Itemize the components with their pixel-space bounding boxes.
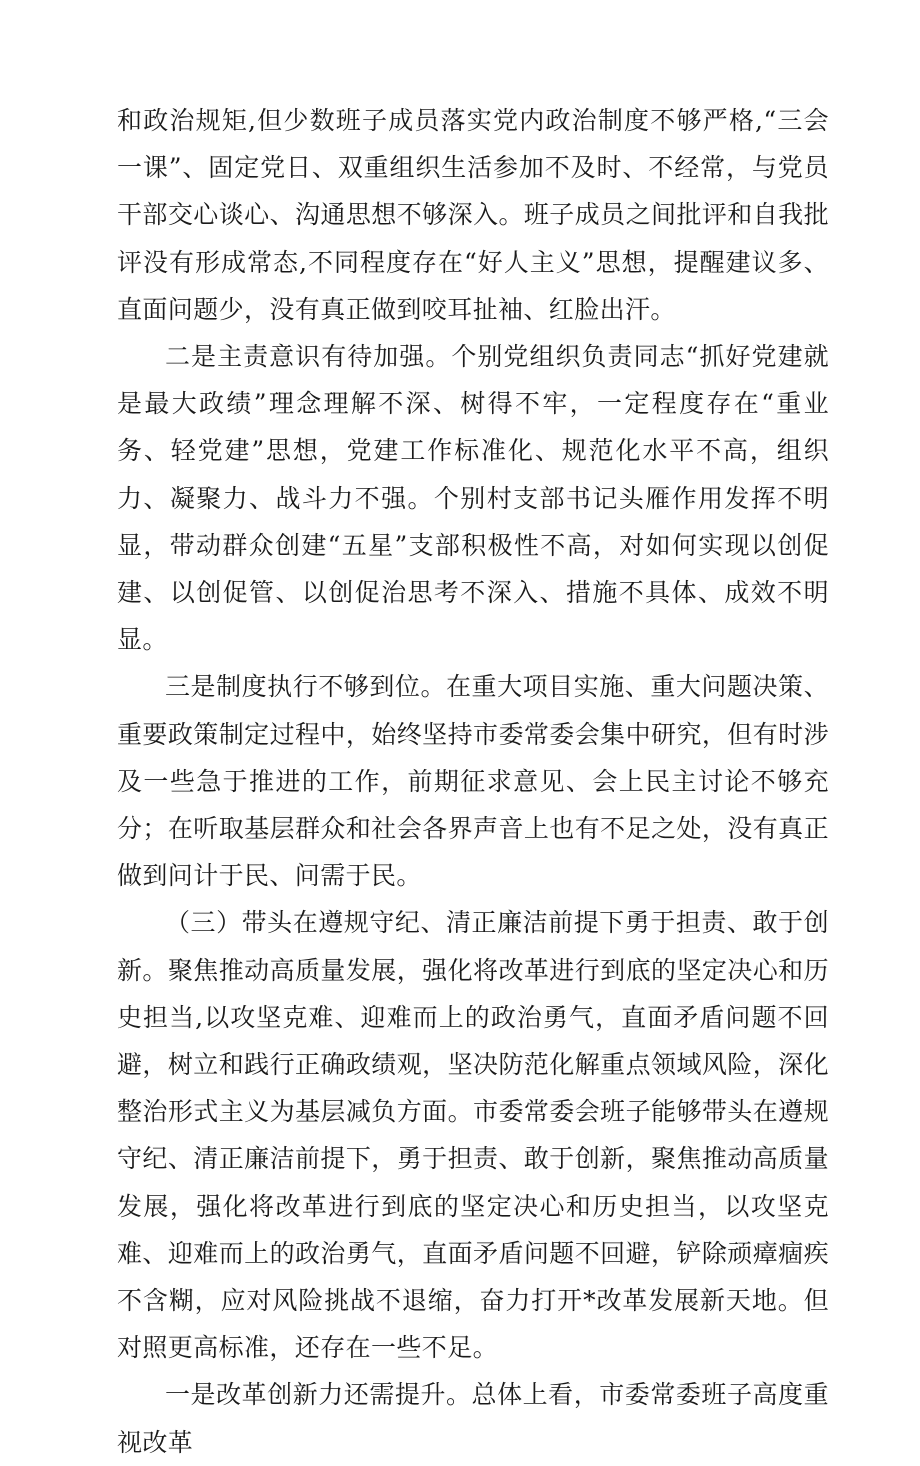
paragraph-3: 三是制度执行不够到位。在重大项目实施、重大问题决策、重要政策制定过程中，始终坚持市委常委会集中研究，但有时涉及一些急于推进的工作，前期征求意见、会上民主讨论不够充分；在听取基层群众和社会各界声音上也有不足之处，没有真正做到问计于民、问需于民。	[117, 672, 829, 891]
paragraph-1: 和政治规矩,但少数班子成员落实党内政治制度不够严格,“三会一课”、固定党日、双重组织生活参加不及时、不经常，与党员干部交心谈心、沟通思想不够深入。班子成员之间批评和自我批评没有形成常态,不同程度存在“好人主义”思想，提醒建议多、直面问题少，没有真正做到咬耳扯袖、红脸出汗。	[117, 106, 829, 324]
paragraph-5: 一是改革创新力还需提升。总体上看，市委常委班子高度重视改革	[117, 1380, 829, 1457]
document-body	[117, 97, 829, 1466]
section-heading-paragraph: （三）带头在遵规守纪、清正廉洁前提下勇于担责、敢于创新。聚焦推动高质量发展，强化将改革进行到底的坚定决心和历史担当,以攻坚克难、迎难而上的政治勇气，直面矛盾问题不回避，树立和践行正确政绩观，坚决防范化解重点领域风险，深化整治形式主义为基层减负方面。市委常委会班子能够带头在遵规守纪、清正廉洁前提下，勇于担责、敢于创新，聚焦推动高质量发展，强化将改革进行到底的坚定决心和历史担当，以攻坚克难、迎难而上的政治勇气，直面矛盾问题不回避，铲除顽瘴痼疾不含糊，应对风险挑战不退缩，奋力打开*改革发展新天地。但对照更高标准，还存在一些不足。	[117, 908, 829, 1363]
paragraph-2: 二是主责意识有待加强。个别党组织负责同志“抓好党建就是最大政绩”理念理解不深、树得不牢，一定程度存在“重业务、轻党建”思想，党建工作标准化、规范化水平不高，组织力、凝聚力、战斗力不强。个别村支部书记头雁作用发挥不明显，带动群众创建“五星”支部积极性不高，对如何实现以创促建、以创促管、以创促治思考不深入、措施不具体、成效不明显。	[117, 342, 829, 655]
